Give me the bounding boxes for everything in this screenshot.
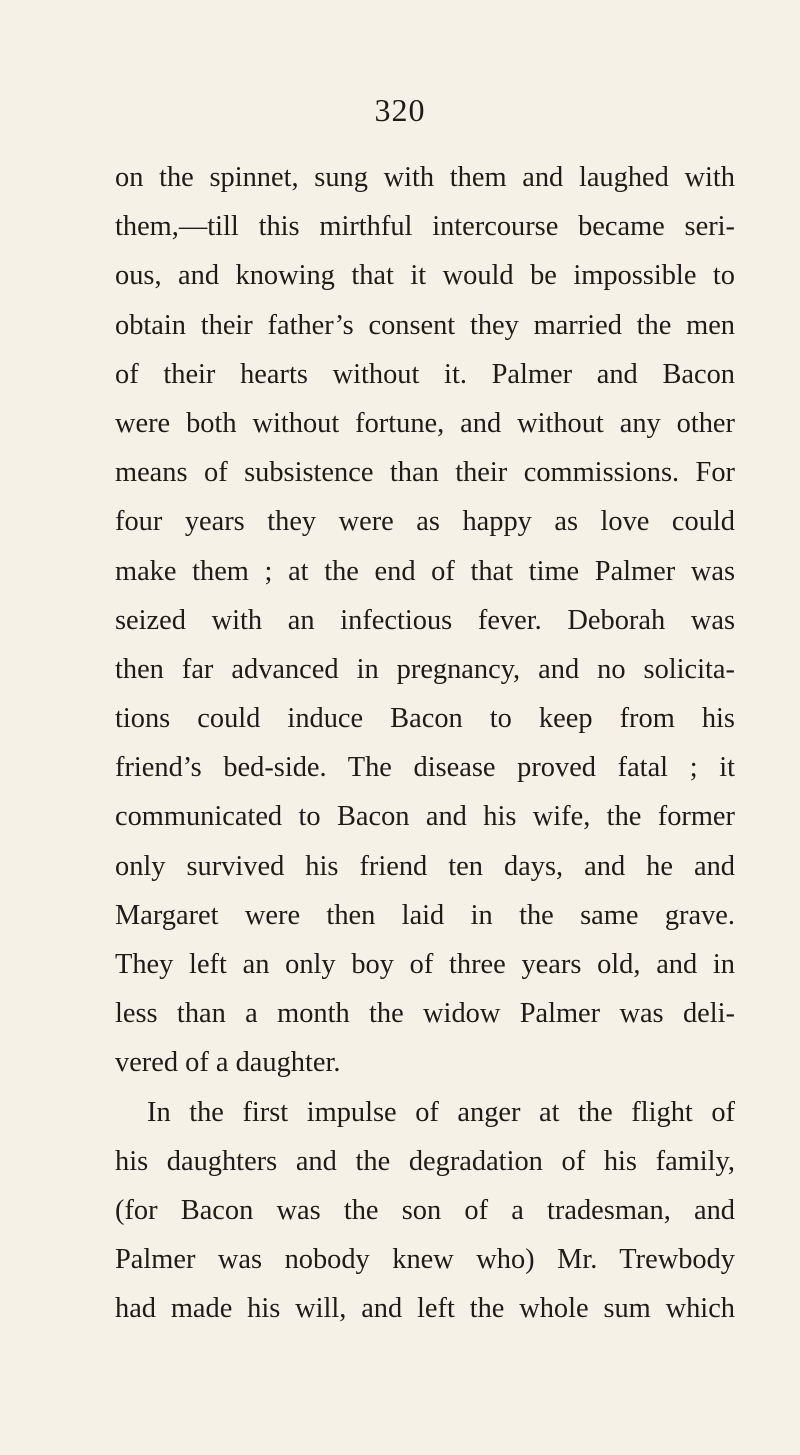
text-line: had made his will, and left the whole sum which [115,1293,735,1325]
text-line: four years they were as happy as love could [115,506,735,538]
text-line: only survived his friend ten days, and he and [115,850,735,882]
text-line: ous, and knowing that it would be impossible to [115,260,735,292]
page-number: 320 [374,92,426,128]
text-line: on the spinnet, sung with them and laughed with [115,162,735,193]
text-line: were both without fortune, and without any other [115,407,735,439]
text-line: seized with an infectious fever. Deborah was [115,604,735,636]
text-line: them,—till this mirthful intercourse became seri- [115,211,735,243]
body-text [115,153,735,1334]
text-line: (for Bacon was the son of a tradesman, and [115,1194,735,1226]
text-line: Palmer was nobody knew who) Mr. Trewbody [115,1244,735,1276]
text-line: friend’s bed-side. The disease proved fatal ; it [115,752,735,784]
text-line: then far advanced in pregnancy, and no solicita- [115,653,735,685]
text-line: make them ; at the end of that time Palmer was [115,555,735,587]
text-line: means of subsistence than their commissions. For [115,457,735,489]
paragraph-end-line: vered of a daughter. [115,1047,341,1079]
text-line: obtain their father’s consent they married the men [115,309,735,341]
paragraph-start-line: In the first impulse of anger at the flight of [147,1096,735,1128]
text-line: less than a month the widow Palmer was deli- [115,998,735,1030]
text-line: his daughters and the degradation of his family, [115,1145,735,1177]
text-line: of their hearts without it. Palmer and Bacon [115,358,735,390]
text-line: tions could induce Bacon to keep from his [115,703,735,735]
text-line: They left an only boy of three years old, and in [115,949,735,980]
text-line: Margaret were then laid in the same grave. [115,899,735,931]
text-line: communicated to Bacon and his wife, the former [115,801,735,833]
